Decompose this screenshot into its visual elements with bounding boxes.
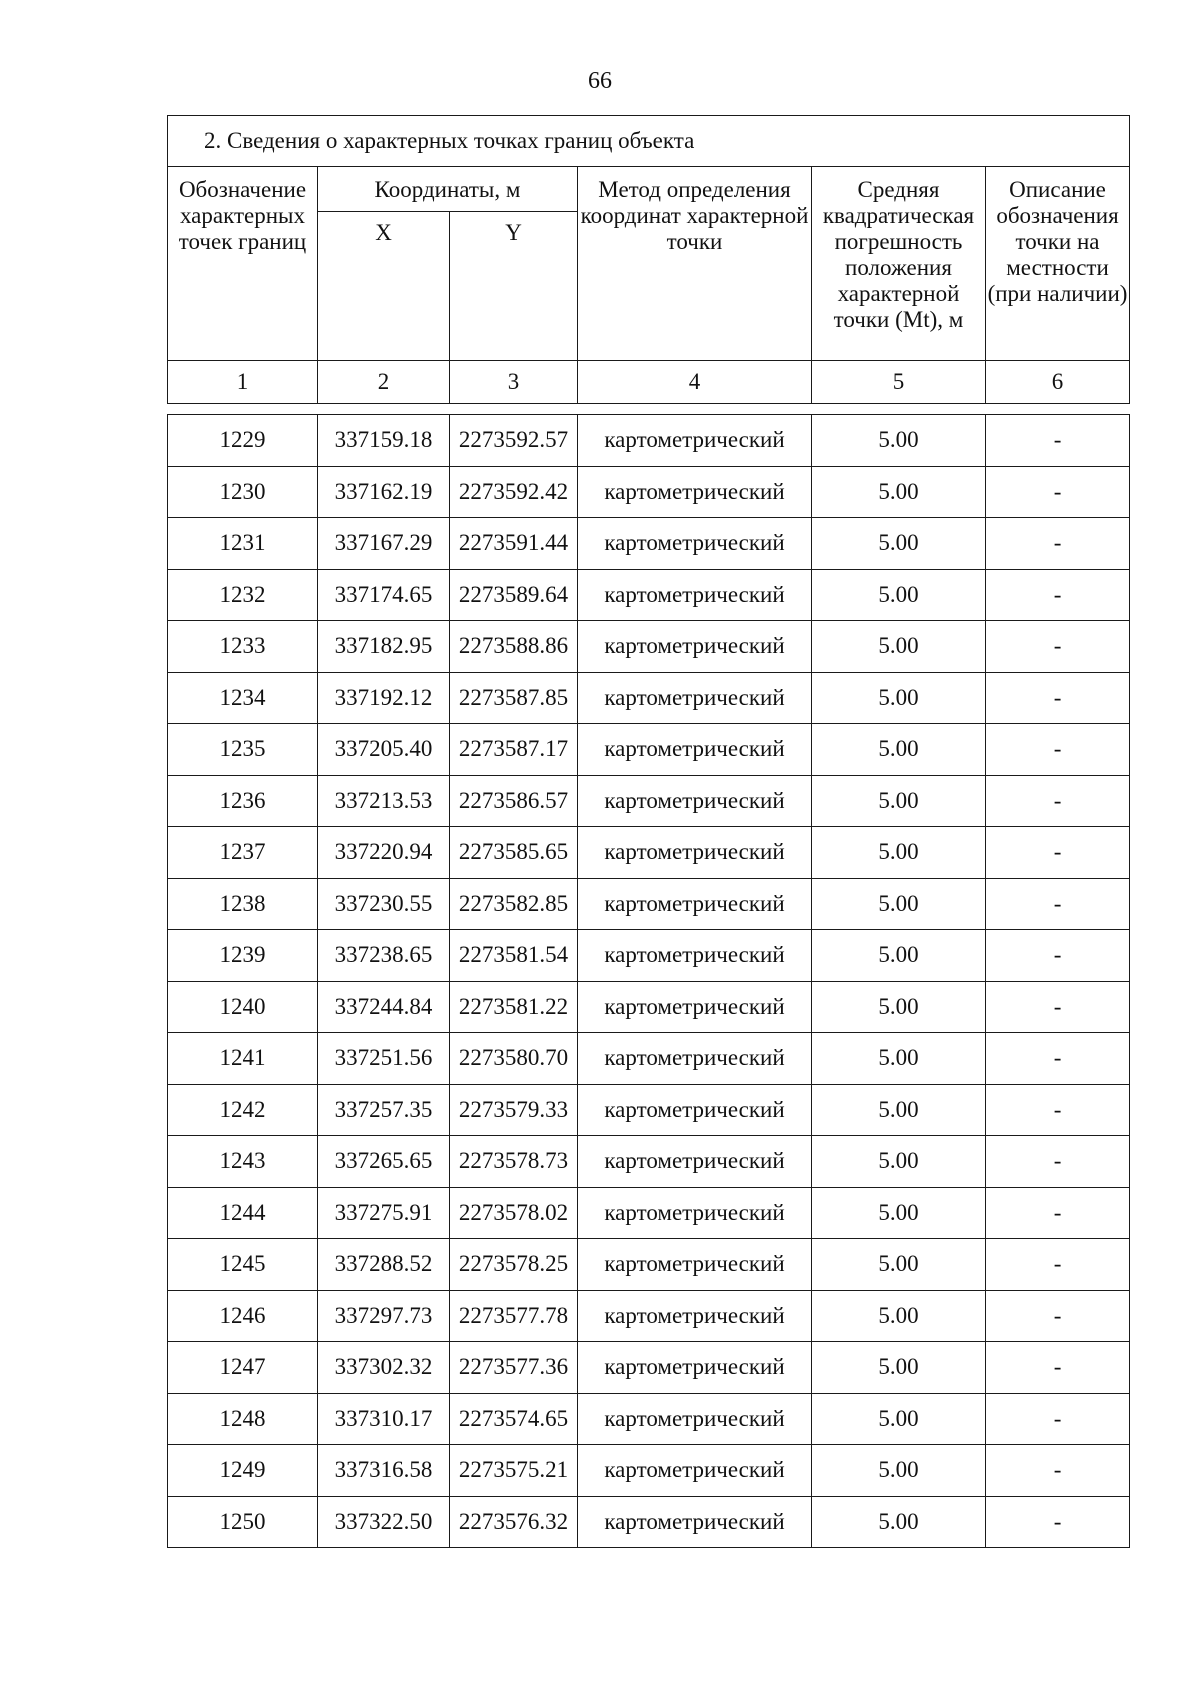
table-row (168, 1445, 1130, 1497)
description-cell: - (986, 775, 1130, 827)
description-cell: - (986, 1445, 1130, 1497)
x-coordinate-cell: 337302.32 (318, 1342, 450, 1394)
x-coordinate-cell: 337174.65 (318, 569, 450, 621)
method-cell: картометрический (578, 1393, 812, 1445)
error-cell: 5.00 (812, 1445, 986, 1497)
header-x: X (318, 212, 450, 361)
column-number: 1 (168, 361, 318, 404)
column-number: 3 (450, 361, 578, 404)
error-cell: 5.00 (812, 518, 986, 570)
error-cell: 5.00 (812, 1290, 986, 1342)
table-body (168, 404, 1130, 1548)
point-id-cell: 1240 (168, 981, 318, 1033)
point-id-cell: 1247 (168, 1342, 318, 1394)
method-cell: картометрический (578, 1187, 812, 1239)
method-cell: картометрический (578, 1033, 812, 1085)
description-cell: - (986, 878, 1130, 930)
column-number: 2 (318, 361, 450, 404)
error-cell: 5.00 (812, 1187, 986, 1239)
x-coordinate-cell: 337213.53 (318, 775, 450, 827)
table-row (168, 1084, 1130, 1136)
error-cell: 5.00 (812, 724, 986, 776)
point-id-cell: 1249 (168, 1445, 318, 1497)
table-row (168, 775, 1130, 827)
error-cell: 5.00 (812, 672, 986, 724)
y-coordinate-cell: 2273576.32 (450, 1496, 578, 1548)
point-id-cell: 1230 (168, 466, 318, 518)
table-row (168, 878, 1130, 930)
point-id-cell: 1236 (168, 775, 318, 827)
y-coordinate-cell: 2273585.65 (450, 827, 578, 879)
error-cell: 5.00 (812, 1239, 986, 1291)
y-coordinate-cell: 2273575.21 (450, 1445, 578, 1497)
x-coordinate-cell: 337182.95 (318, 621, 450, 673)
table-row (168, 930, 1130, 982)
method-cell: картометрический (578, 1496, 812, 1548)
description-cell: - (986, 1136, 1130, 1188)
description-cell: - (986, 1033, 1130, 1085)
point-id-cell: 1241 (168, 1033, 318, 1085)
x-coordinate-cell: 337275.91 (318, 1187, 450, 1239)
error-cell: 5.00 (812, 415, 986, 467)
x-coordinate-cell: 337288.52 (318, 1239, 450, 1291)
error-cell: 5.00 (812, 930, 986, 982)
x-coordinate-cell: 337159.18 (318, 415, 450, 467)
x-coordinate-cell: 337322.50 (318, 1496, 450, 1548)
point-id-cell: 1242 (168, 1084, 318, 1136)
y-coordinate-cell: 2273587.85 (450, 672, 578, 724)
boundary-points-table (167, 115, 1130, 1548)
table-row (168, 827, 1130, 879)
y-coordinate-cell: 2273591.44 (450, 518, 578, 570)
point-id-cell: 1233 (168, 621, 318, 673)
table-row (168, 981, 1130, 1033)
x-coordinate-cell: 337251.56 (318, 1033, 450, 1085)
y-coordinate-cell: 2273577.36 (450, 1342, 578, 1394)
point-id-cell: 1244 (168, 1187, 318, 1239)
method-cell: картометрический (578, 878, 812, 930)
table-row (168, 1496, 1130, 1548)
table-row (168, 1239, 1130, 1291)
error-cell: 5.00 (812, 878, 986, 930)
x-coordinate-cell: 337297.73 (318, 1290, 450, 1342)
header-row (168, 167, 1130, 212)
x-coordinate-cell: 337220.94 (318, 827, 450, 879)
point-id-cell: 1245 (168, 1239, 318, 1291)
header-y: Y (450, 212, 578, 361)
table-row (168, 672, 1130, 724)
table-row (168, 415, 1130, 467)
error-cell: 5.00 (812, 1342, 986, 1394)
x-coordinate-cell: 337162.19 (318, 466, 450, 518)
description-cell: - (986, 724, 1130, 776)
error-cell: 5.00 (812, 466, 986, 518)
error-cell: 5.00 (812, 827, 986, 879)
method-cell: картометрический (578, 827, 812, 879)
method-cell: картометрический (578, 518, 812, 570)
error-cell: 5.00 (812, 1136, 986, 1188)
y-coordinate-cell: 2273579.33 (450, 1084, 578, 1136)
table-row (168, 724, 1130, 776)
y-coordinate-cell: 2273587.17 (450, 724, 578, 776)
column-number: 6 (986, 361, 1130, 404)
error-cell: 5.00 (812, 1084, 986, 1136)
point-id-cell: 1246 (168, 1290, 318, 1342)
x-coordinate-cell: 337167.29 (318, 518, 450, 570)
x-coordinate-cell: 337238.65 (318, 930, 450, 982)
table-row (168, 1033, 1130, 1085)
description-cell: - (986, 1290, 1130, 1342)
method-cell: картометрический (578, 930, 812, 982)
description-cell: - (986, 827, 1130, 879)
error-cell: 5.00 (812, 569, 986, 621)
point-id-cell: 1231 (168, 518, 318, 570)
description-cell: - (986, 518, 1130, 570)
description-cell: - (986, 1342, 1130, 1394)
y-coordinate-cell: 2273592.42 (450, 466, 578, 518)
column-number: 5 (812, 361, 986, 404)
method-cell: картометрический (578, 1342, 812, 1394)
y-coordinate-cell: 2273574.65 (450, 1393, 578, 1445)
column-numbers-row (168, 361, 1130, 404)
table-row (168, 569, 1130, 621)
point-id-cell: 1235 (168, 724, 318, 776)
method-cell: картометрический (578, 775, 812, 827)
x-coordinate-cell: 337244.84 (318, 981, 450, 1033)
table-row (168, 518, 1130, 570)
description-cell: - (986, 672, 1130, 724)
point-id-cell: 1237 (168, 827, 318, 879)
error-cell: 5.00 (812, 775, 986, 827)
point-id-cell: 1234 (168, 672, 318, 724)
method-cell: картометрический (578, 621, 812, 673)
header-description: Описание обозначения точки на местности (при наличии) (986, 167, 1130, 361)
method-cell: картометрический (578, 1084, 812, 1136)
y-coordinate-cell: 2273586.57 (450, 775, 578, 827)
y-coordinate-cell: 2273581.54 (450, 930, 578, 982)
description-cell: - (986, 1393, 1130, 1445)
error-cell: 5.00 (812, 621, 986, 673)
y-coordinate-cell: 2273577.78 (450, 1290, 578, 1342)
header-error: Средняя квадратическая погрешность положения характерной точки (Mt), м (812, 167, 986, 361)
method-cell: картометрический (578, 724, 812, 776)
method-cell: картометрический (578, 1239, 812, 1291)
description-cell: - (986, 1496, 1130, 1548)
method-cell: картометрический (578, 1445, 812, 1497)
x-coordinate-cell: 337257.35 (318, 1084, 450, 1136)
method-cell: картометрический (578, 1290, 812, 1342)
error-cell: 5.00 (812, 1393, 986, 1445)
y-coordinate-cell: 2273581.22 (450, 981, 578, 1033)
y-coordinate-cell: 2273588.86 (450, 621, 578, 673)
point-id-cell: 1239 (168, 930, 318, 982)
description-cell: - (986, 981, 1130, 1033)
method-cell: картометрический (578, 466, 812, 518)
table-row (168, 1187, 1130, 1239)
error-cell: 5.00 (812, 1496, 986, 1548)
page-number: 66 (588, 68, 612, 94)
description-cell: - (986, 930, 1130, 982)
point-id-cell: 1232 (168, 569, 318, 621)
header-method: Метод определения координат характерной точки (578, 167, 812, 361)
method-cell: картометрический (578, 1136, 812, 1188)
x-coordinate-cell: 337265.65 (318, 1136, 450, 1188)
description-cell: - (986, 1239, 1130, 1291)
y-coordinate-cell: 2273580.70 (450, 1033, 578, 1085)
y-coordinate-cell: 2273578.73 (450, 1136, 578, 1188)
column-number: 4 (578, 361, 812, 404)
x-coordinate-cell: 337316.58 (318, 1445, 450, 1497)
point-id-cell: 1243 (168, 1136, 318, 1188)
y-coordinate-cell: 2273578.25 (450, 1239, 578, 1291)
table-gap-cell (168, 404, 1130, 415)
point-id-cell: 1250 (168, 1496, 318, 1548)
x-coordinate-cell: 337205.40 (318, 724, 450, 776)
table-row (168, 1290, 1130, 1342)
description-cell: - (986, 466, 1130, 518)
description-cell: - (986, 621, 1130, 673)
x-coordinate-cell: 337230.55 (318, 878, 450, 930)
table-row (168, 1342, 1130, 1394)
y-coordinate-cell: 2273582.85 (450, 878, 578, 930)
description-cell: - (986, 1084, 1130, 1136)
y-coordinate-cell: 2273592.57 (450, 415, 578, 467)
section-title: 2. Сведения о характерных точках границ объекта (168, 116, 1130, 167)
y-coordinate-cell: 2273578.02 (450, 1187, 578, 1239)
y-coordinate-cell: 2273589.64 (450, 569, 578, 621)
table-row (168, 621, 1130, 673)
method-cell: картометрический (578, 415, 812, 467)
description-cell: - (986, 569, 1130, 621)
header-coordinates: Координаты, м (318, 167, 578, 212)
section-title-row (168, 116, 1130, 167)
point-id-cell: 1229 (168, 415, 318, 467)
error-cell: 5.00 (812, 981, 986, 1033)
table-gap (168, 404, 1130, 415)
header-designation: Обозначение характерных точек границ (168, 167, 318, 361)
table-row (168, 1136, 1130, 1188)
point-id-cell: 1248 (168, 1393, 318, 1445)
point-id-cell: 1238 (168, 878, 318, 930)
x-coordinate-cell: 337192.12 (318, 672, 450, 724)
table-row (168, 1393, 1130, 1445)
method-cell: картометрический (578, 672, 812, 724)
method-cell: картометрический (578, 981, 812, 1033)
x-coordinate-cell: 337310.17 (318, 1393, 450, 1445)
table-row (168, 466, 1130, 518)
description-cell: - (986, 1187, 1130, 1239)
description-cell: - (986, 415, 1130, 467)
method-cell: картометрический (578, 569, 812, 621)
error-cell: 5.00 (812, 1033, 986, 1085)
